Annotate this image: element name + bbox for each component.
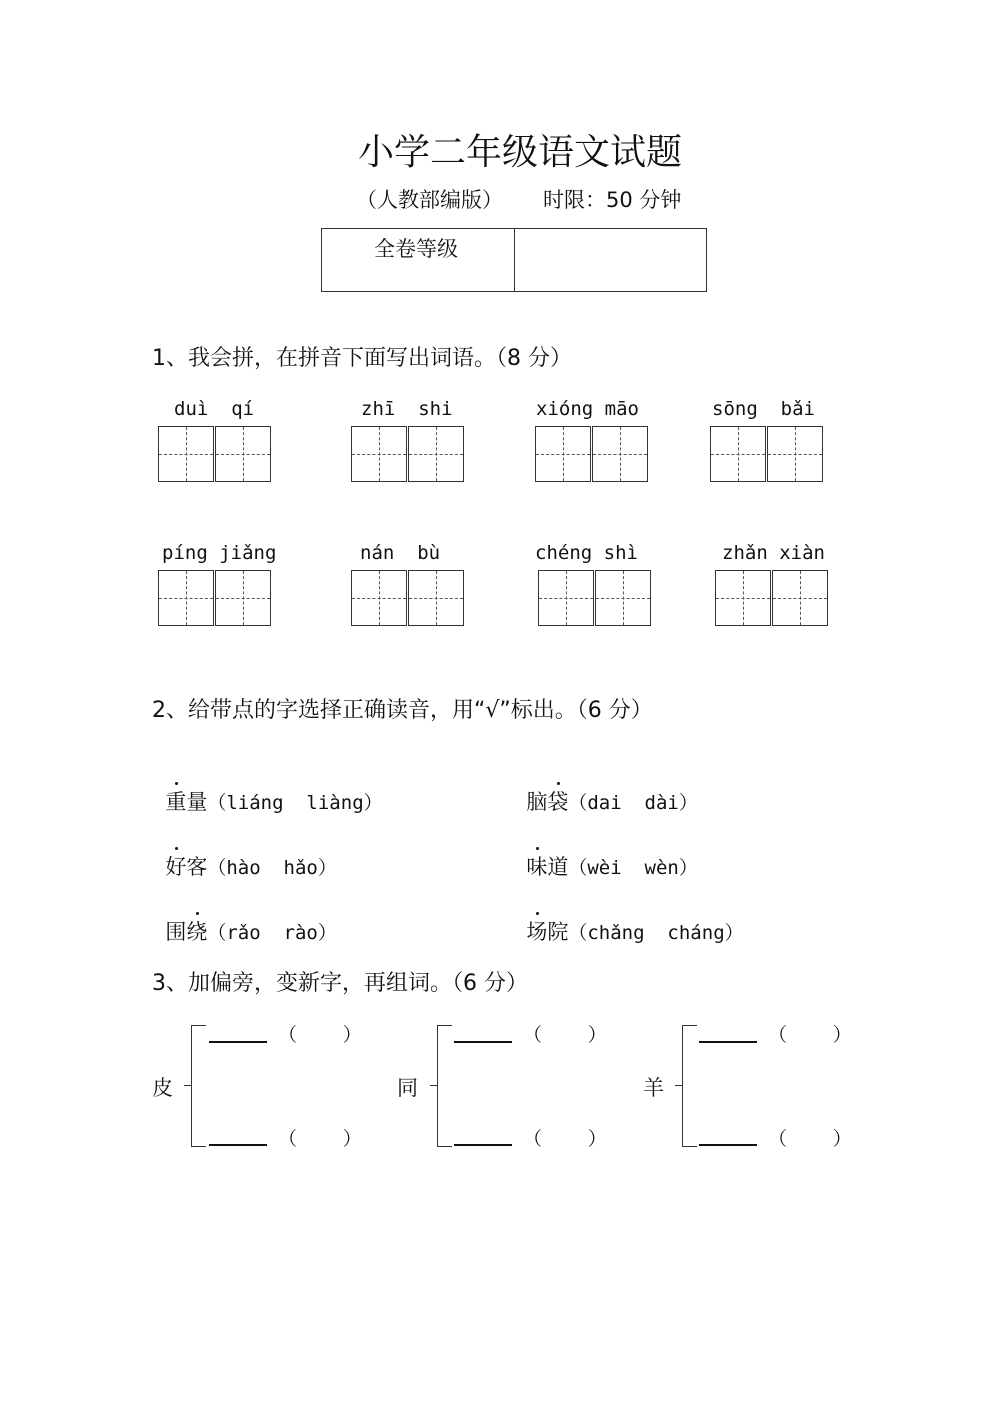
time-limit: 时限：50 分钟 (543, 188, 682, 212)
pinyin-item-8: zhǎn xiàn (722, 542, 825, 564)
section3-title: 3、加偏旁，变新字，再组词。（6 分） (152, 971, 528, 996)
grade-table (321, 228, 707, 292)
writing-grid[interactable] (215, 426, 271, 482)
writing-grid[interactable] (595, 570, 651, 626)
pinyin-options[interactable]: （hào hǎo） (207, 857, 337, 879)
pinyin-item-4: sōng bǎi (712, 398, 815, 420)
writing-grid[interactable] (158, 426, 214, 482)
plain-char: 道 (547, 855, 569, 879)
writing-grid[interactable] (592, 426, 648, 482)
pinyin-item-6: nán bù (360, 542, 441, 564)
dotted-char: 好 (165, 851, 186, 881)
plain-char: 量 (186, 790, 208, 814)
word-paren[interactable]: （ ） (278, 1024, 362, 1046)
dotted-char: 味 (526, 851, 547, 881)
pinyin-options[interactable]: （dai dài） (568, 792, 698, 814)
dotted-char: 重 (165, 786, 186, 816)
reading-item-5 (152, 892, 337, 946)
answer-blank[interactable] (699, 1041, 757, 1043)
answer-blank[interactable] (699, 1144, 757, 1146)
grade-value-cell[interactable] (515, 229, 706, 291)
root-char: 同 (397, 1076, 418, 1100)
plain-char: 客 (186, 855, 208, 879)
pinyin-options[interactable]: （liáng liàng） (207, 792, 383, 814)
writing-grid[interactable] (408, 570, 464, 626)
pinyin-options[interactable]: （rǎo rào） (207, 922, 337, 944)
grade-label: 全卷等级 (374, 237, 458, 261)
page-title: 小学二年级语文试题 (357, 132, 682, 173)
writing-grid[interactable] (767, 426, 823, 482)
answer-blank[interactable] (209, 1144, 267, 1146)
pinyin-options[interactable]: （chǎng cháng） (568, 922, 744, 944)
writing-grid[interactable] (158, 570, 214, 626)
brace-tick (184, 1085, 191, 1086)
root-char: 皮 (152, 1076, 173, 1100)
dotted-char: 场 (526, 916, 547, 946)
reading-item-1 (152, 762, 383, 816)
answer-blank[interactable] (209, 1041, 267, 1043)
reading-item-3 (152, 827, 337, 881)
reading-item-6 (513, 892, 744, 946)
word-paren[interactable]: （ ） (523, 1024, 607, 1046)
root-char: 羊 (643, 1076, 664, 1100)
section2-title: 2、给带点的字选择正确读音，用“√”标出。（6 分） (152, 698, 653, 723)
dotted-char: 袋 (547, 786, 568, 816)
pinyin-item-7: chéng shì (535, 542, 638, 564)
word-paren[interactable]: （ ） (523, 1128, 607, 1150)
brace (437, 1025, 452, 1147)
brace-tick (430, 1085, 437, 1086)
pinyin-item-3: xióng māo (536, 398, 639, 420)
writing-grid[interactable] (215, 570, 271, 626)
plain-char: 院 (547, 920, 569, 944)
writing-grid[interactable] (710, 426, 766, 482)
brace (191, 1025, 206, 1147)
pinyin-options[interactable]: （wèi wèn） (568, 857, 698, 879)
subtitle (356, 184, 681, 214)
answer-blank[interactable] (454, 1144, 512, 1146)
section1-title: 1、我会拼，在拼音下面写出词语。（8 分） (152, 346, 572, 371)
plain-char: 脑 (526, 790, 548, 814)
brace-tick (675, 1085, 682, 1086)
word-paren[interactable]: （ ） (768, 1024, 852, 1046)
brace (682, 1025, 697, 1147)
pinyin-item-2: zhī shi (361, 398, 453, 420)
writing-grid[interactable] (538, 570, 594, 626)
writing-grid[interactable] (408, 426, 464, 482)
plain-char: 围 (165, 920, 187, 944)
edition-label: （人教部编版） (356, 188, 503, 212)
writing-grid[interactable] (535, 426, 591, 482)
word-paren[interactable]: （ ） (278, 1128, 362, 1150)
pinyin-item-5: píng jiǎng (162, 542, 277, 564)
writing-grid[interactable] (715, 570, 771, 626)
writing-grid[interactable] (351, 570, 407, 626)
dotted-char: 绕 (186, 916, 207, 946)
word-paren[interactable]: （ ） (768, 1128, 852, 1150)
reading-item-4 (513, 827, 698, 881)
pinyin-item-1: duì qí (174, 398, 255, 420)
writing-grid[interactable] (351, 426, 407, 482)
reading-item-2 (513, 762, 698, 816)
grade-label-cell (322, 229, 515, 291)
answer-blank[interactable] (454, 1041, 512, 1043)
writing-grid[interactable] (772, 570, 828, 626)
